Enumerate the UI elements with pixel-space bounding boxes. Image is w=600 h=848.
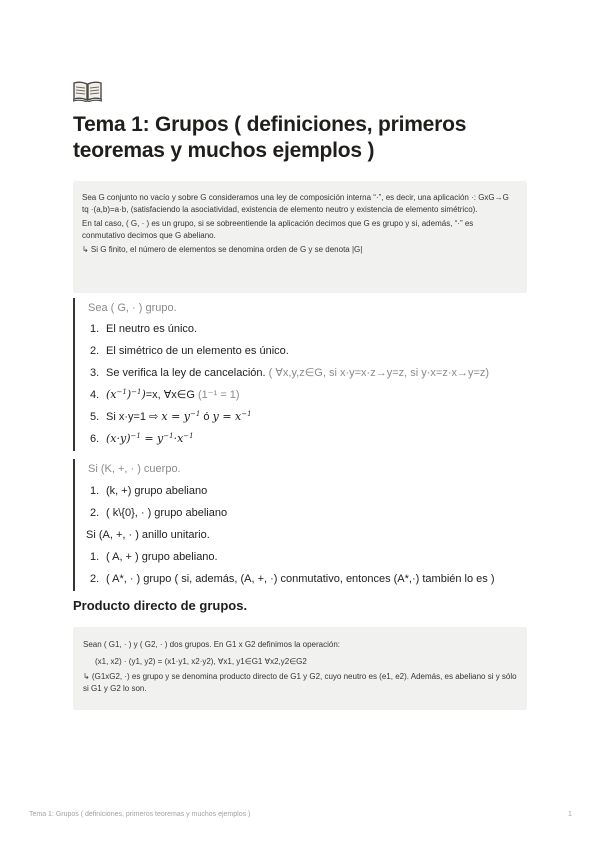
field-properties-quote [73,459,533,591]
direct-product-intro: Sean ( G1, · ) y ( G2, · ) dos grupos. En G1 x G2 definimos la operación: [83,640,340,649]
ring-heading: Si (A, +, · ) anillo unitario. [86,529,210,541]
definition-callout [73,181,527,293]
open-book-icon [73,80,102,102]
list-item: 4. $(x^{-1})^{-1})=x$, ∀x∈G (1⁻¹ = 1) [90,388,240,401]
field-heading: Si (K, +, · ) cuerpo. [88,463,181,475]
direct-product-note: ↳ (G1xG2, ·) es grupo y se denomina producto directo de G1 y G2, cuyo neutro es (e1, e2). Además, es abeliano si y sólo si G1 y G2 lo son. [83,672,517,693]
page-title: Tema 1: Grupos ( definiciones, primeros teoremas y muchos ejemplos ) [73,113,467,162]
footer-title: Tema 1: Grupos ( definiciones, primeros teoremas y muchos ejemplos ) [29,811,251,818]
definition-text: Sea G conjunto no vacío y sobre G consideramos una ley de composición interna “·”, es decir, una aplicación ·: GxG→G tq ·(a,b)=a·b, (satisfaciendo la asociatividad, existencia de elemento neutro y existencia de elemento simétrico). [82,193,509,214]
list-item: 2. El simétrico de un elemento es único. [90,345,289,357]
page-number: 1 [568,811,572,818]
list-item: 1. (k, +) grupo abeliano [90,485,208,497]
list-item: 1. El neutro es único. [90,323,198,335]
direct-product-formula: (x1, x2) · (y1, y2) = (x1·y1, x2·y2), ∀x1, y1∈G1 ∀x2,y2∈G2 [95,657,307,666]
group-properties-quote [73,298,533,451]
abelian-definition-text: En tal caso, ( G, · ) es un grupo, si se sobreentiende la aplicación decimos que G es grupo y si, además, “·” es conmutativo decimos que G abeliano. [82,219,474,240]
order-note: ↳ Si G finito, el número de elementos se denomina orden de G y se denota |G| [82,245,363,254]
list-item: 2. ( k\{0}, · ) grupo abeliano [90,507,228,519]
group-properties-heading: Sea ( G, · ) grupo. [88,302,177,314]
section-heading: Producto directo de grupos. [73,598,248,613]
list-item: 3. Se verifica la ley de cancelación. ( ∀x,y,z∈G, si x·y=x·z→y=z, si y·x=z·x→y=z) [90,367,490,379]
list-item: 6. $(x\cdot y)^{-1} = y^{-1}\cdot x^{-1}$ [90,432,194,445]
direct-product-callout [73,627,527,710]
list-item: 5. Si x·y=1 ⇨ $x = y^{-1}$ ó $y = x^{-1}$ [90,410,252,423]
list-item: 2. ( A*, · ) grupo ( si, además, (A, +, ·) conmutativo, entonces (A*,·) también lo es ) [90,573,495,585]
list-item: 1. ( A, + ) grupo abeliano. [90,551,218,563]
